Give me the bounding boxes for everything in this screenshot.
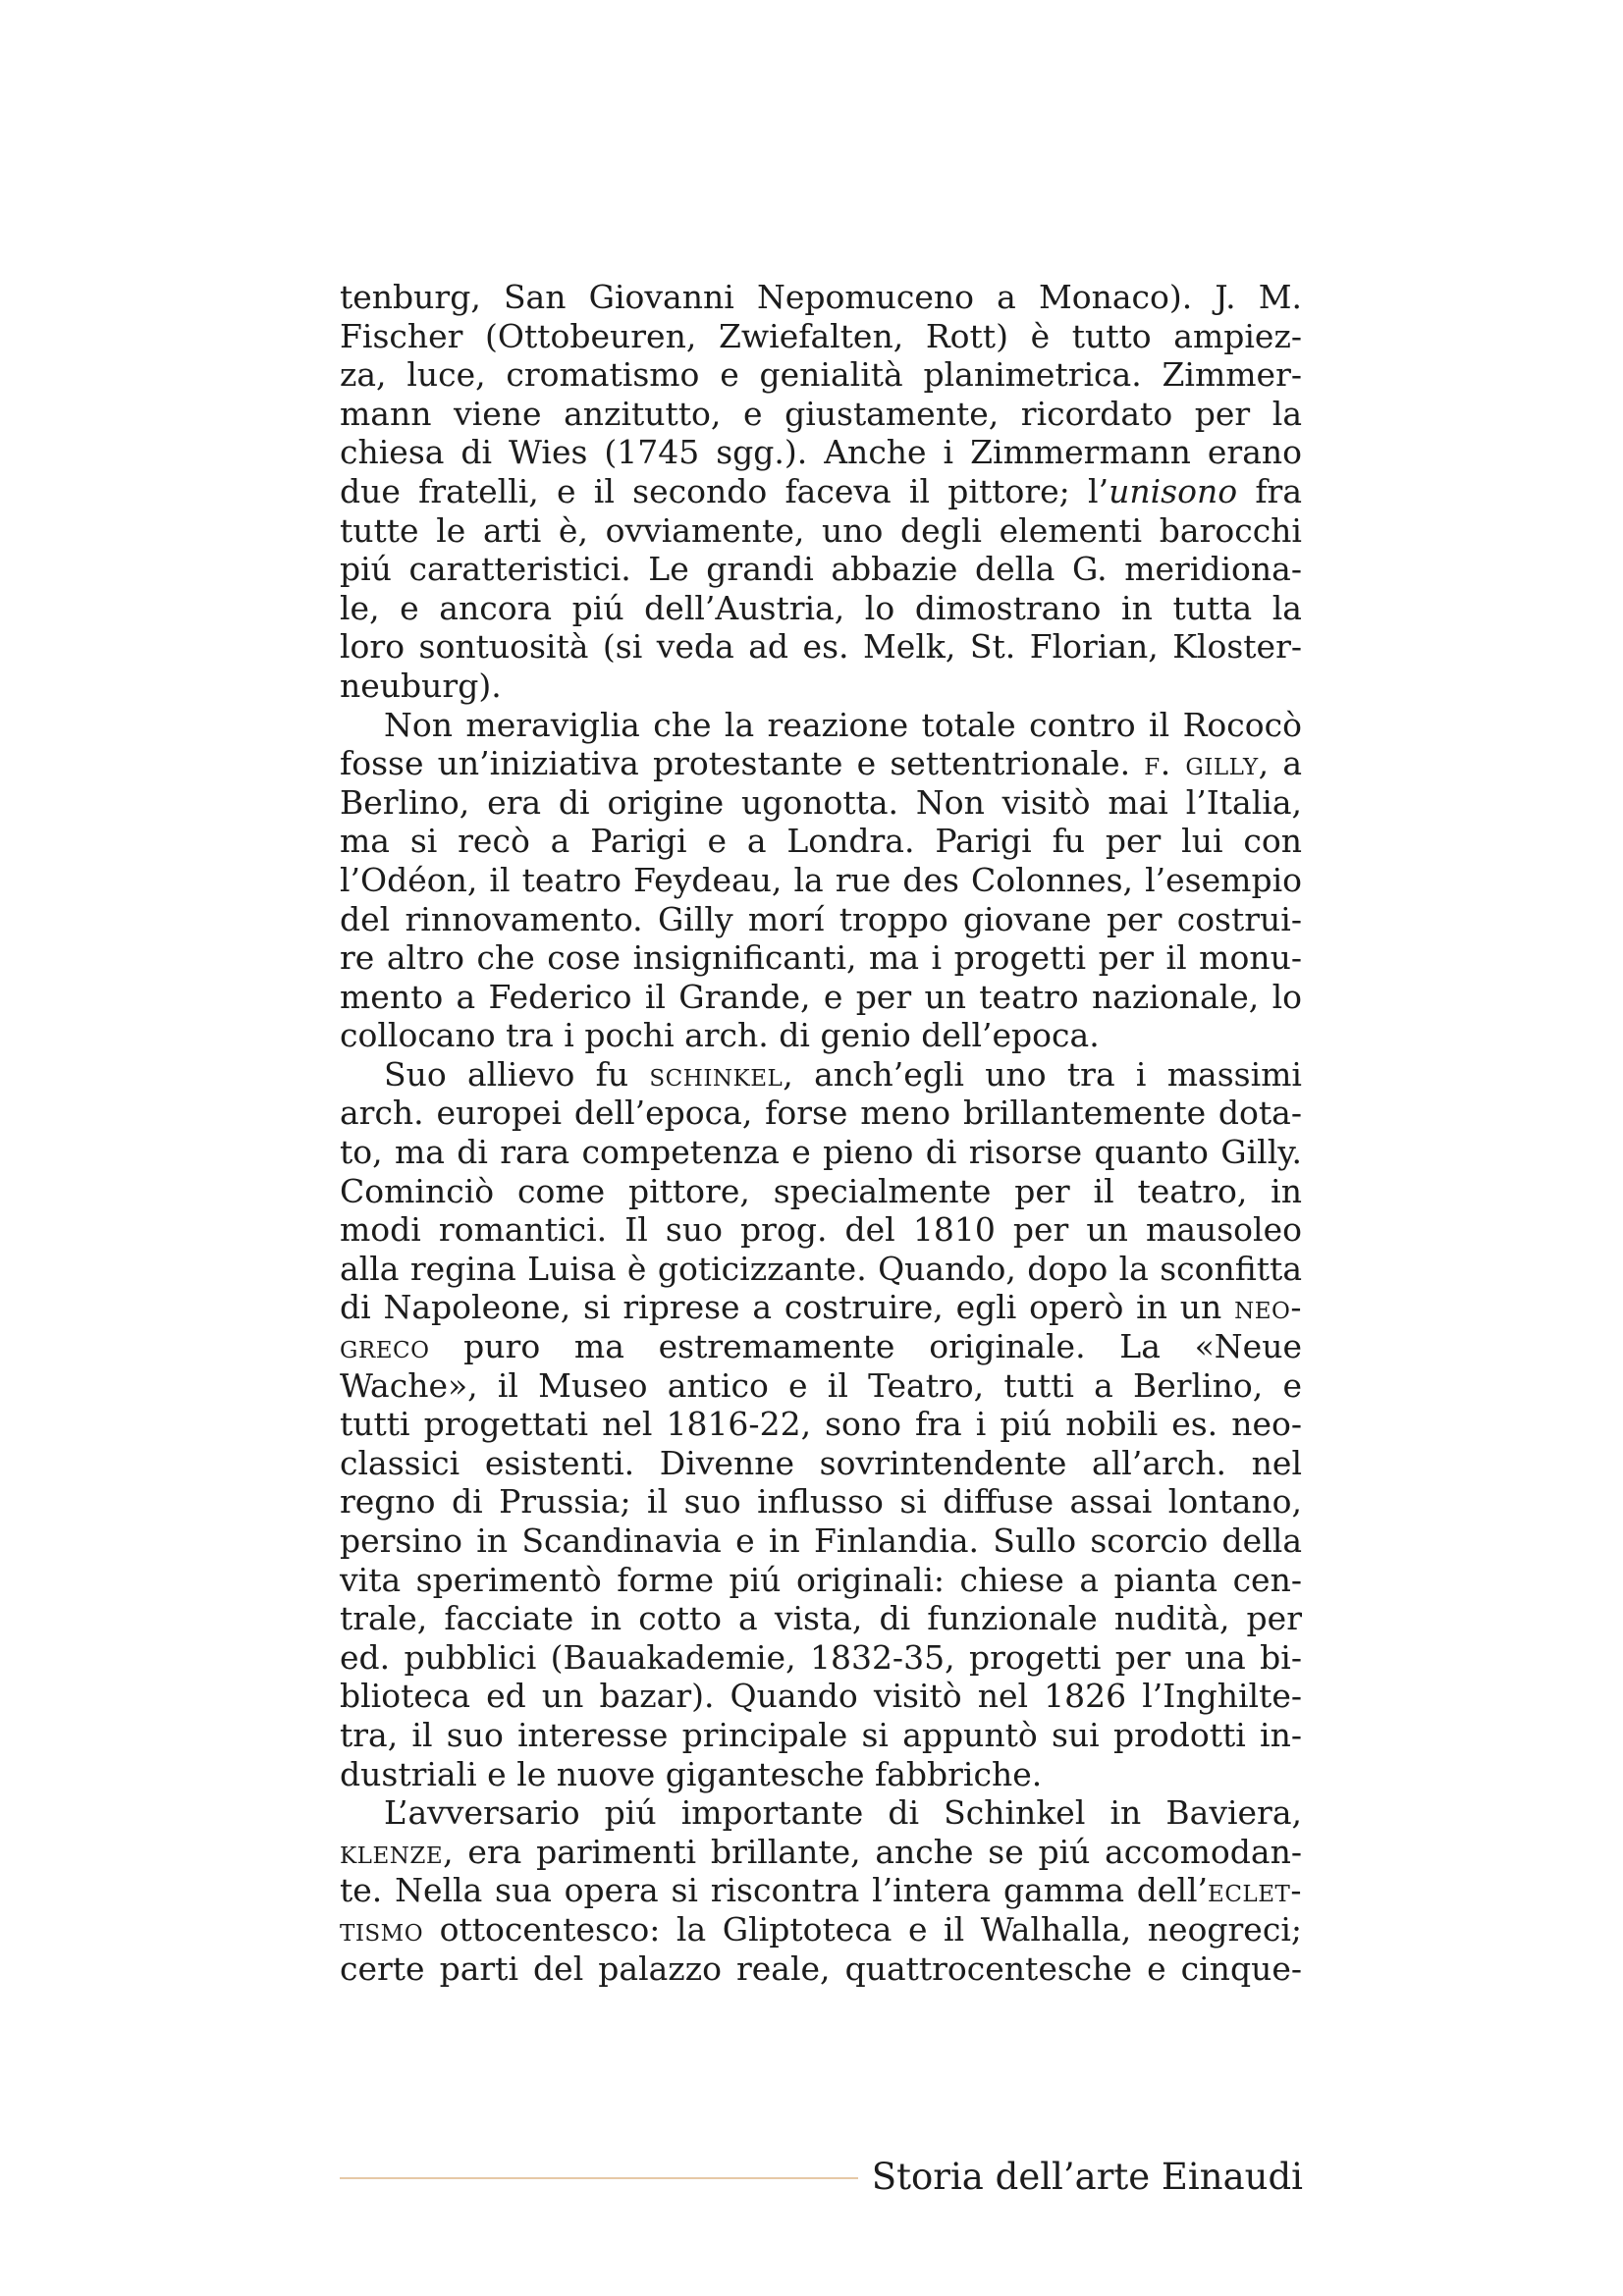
text-line: vita sperimentò forme piú originali: chiese a pianta cen-	[340, 1560, 1302, 1599]
text-line	[340, 1055, 1302, 1095]
footer-rule	[340, 2177, 858, 2179]
paragraph-2	[340, 706, 1302, 1055]
term-tismo: tismo	[340, 1909, 424, 1949]
text-line	[340, 1288, 1302, 1327]
text-line: mann viene anzitutto, e giustamente, ricordato per la	[340, 394, 1302, 433]
text-line: mento a Federico il Grande, e per un teatro nazionale, lo	[340, 977, 1302, 1016]
text-line: re altro che cose insignificanti, ma i progetti per il monu-	[340, 938, 1302, 978]
text-line: modi romantici. Il suo prog. del 1810 per un mausoleo	[340, 1210, 1302, 1250]
text-line	[340, 1871, 1302, 1910]
text-line: chiesa di Wies (1745 sgg.). Anche i Zimmermann erano	[340, 433, 1302, 472]
name-schinkel: schinkel	[649, 1054, 784, 1094]
text-line: piú caratteristici. Le grandi abbazie della G. meridiona-	[340, 550, 1302, 589]
paragraph-4	[340, 1793, 1302, 1988]
text-line: neuburg).	[340, 666, 502, 705]
text-line: trale, facciate in cotto a vista, di funzionale nudità, per	[340, 1599, 1302, 1638]
text-line: tenburg, San Giovanni Nepomuceno a Monaco). J. M.	[340, 278, 1302, 316]
text-fragment: fosse un’iniziativa protestante e settentrionale.	[340, 744, 1145, 783]
text-line	[340, 1833, 1302, 1872]
text-line: persino in Scandinavia e in Finlandia. Sullo scorcio della	[340, 1522, 1302, 1560]
paragraph-3	[340, 1055, 1302, 1793]
footer-title: Storia dell’arte Einaudi	[871, 2156, 1303, 2198]
text-line: ed. pubblici (Bauakademie, 1832-35, progetti per una bi-	[340, 1637, 1302, 1677]
text-line: za, luce, cromatismo e genialità planimetrica. Zimmer-	[340, 355, 1302, 395]
text-line	[340, 744, 1302, 783]
name-gilly: f. gilly	[1144, 744, 1259, 783]
text-line: regno di Prussia; il suo influsso si diffuse assai lontano,	[340, 1482, 1302, 1522]
term-greco: greco	[340, 1327, 430, 1366]
text-line: certe parti del palazzo reale, quattrocentesche e cinque-	[340, 1949, 1302, 1988]
text-line: loro sontuosità (si veda ad es. Melk, St. Florian, Kloster-	[340, 627, 1302, 667]
text-line: alla regina Luisa è goticizzante. Quando, dopo la sconfitta	[340, 1249, 1302, 1288]
text-line: collocano tra i pochi arch. di genio dell’epoca.	[340, 1016, 1100, 1055]
text-line: ma si recò a Parigi e a Londra. Parigi fu per lui con	[340, 822, 1302, 861]
text-fragment: te. Nella sua opera si riscontra l’intera gamma dell’	[340, 1871, 1209, 1910]
text-fragment: ottocentesco: la Gliptoteca e il Walhalla, neogreci;	[423, 1909, 1302, 1949]
text-line: tra, il suo interesse principale si appuntò sui prodotti in-	[340, 1715, 1302, 1754]
text-line	[340, 472, 1302, 511]
term-eclet: eclet-	[1208, 1871, 1302, 1910]
text-line: tutte le arti è, ovviamente, uno degli elementi barocchi	[340, 510, 1302, 550]
text-line: le, e ancora piú dell’Austria, lo dimostrano in tutta la	[340, 588, 1302, 627]
text-line: Non meraviglia che la reazione totale contro il Rococò	[384, 705, 1302, 744]
text-line	[340, 1910, 1302, 1949]
text-line: dustriali e le nuove gigantesche fabbriche.	[340, 1754, 1043, 1793]
text-line: L’avversario piú importante di Schinkel in Baviera,	[384, 1793, 1302, 1833]
text-fragment: , a	[1258, 744, 1302, 783]
text-line	[340, 1327, 1302, 1366]
text-line: tutti progettati nel 1816-22, sono fra i piú nobili es. neo-	[340, 1405, 1302, 1444]
text-line: arch. europei dell’epoca, forse meno brillantemente dota-	[340, 1094, 1302, 1133]
text-fragment: di Napoleone, si riprese a costruire, egli operò in un	[340, 1288, 1235, 1327]
text-fragment: Suo allievo fu	[384, 1054, 650, 1094]
name-klenze: klenze	[340, 1832, 444, 1871]
term-neo: neo-	[1234, 1288, 1302, 1327]
text-line: to, ma di rara competenza e pieno di risorse quanto Gilly.	[340, 1133, 1302, 1172]
text-fragment: , anch’egli uno tra i massimi	[783, 1054, 1302, 1094]
page-body	[340, 278, 1302, 1988]
text-line: Berlino, era di origine ugonotta. Non visitò mai l’Italia,	[340, 782, 1302, 822]
text-line: Cominciò come pittore, specialmente per il teatro, in	[340, 1171, 1302, 1210]
italic-term-unisono: unisono	[1109, 471, 1238, 510]
text-line: Wache», il Museo antico e il Teatro, tutti a Berlino, e	[340, 1365, 1302, 1405]
text-fragment: fra	[1237, 471, 1302, 510]
text-fragment: puro ma estremamente originale. La «Neue	[429, 1327, 1302, 1366]
text-line: blioteca ed un bazar). Quando visitò nel 1826 l’Inghilte-	[340, 1677, 1302, 1716]
text-line: Fischer (Ottobeuren, Zwiefalten, Rott) è tutto ampiez-	[340, 316, 1302, 355]
text-line: l’Odéon, il teatro Feydeau, la rue des Colonnes, l’esempio	[340, 860, 1302, 899]
text-line: del rinnovamento. Gilly morí troppo giovane per costrui-	[340, 899, 1302, 938]
text-line: classici esistenti. Divenne sovrintendente all’arch. nel	[340, 1443, 1302, 1482]
paragraph-1	[340, 278, 1302, 706]
text-fragment: due fratelli, e il secondo faceva il pittore; l’	[340, 471, 1109, 510]
text-fragment: , era parimenti brillante, anche se piú accomodan-	[443, 1832, 1302, 1871]
